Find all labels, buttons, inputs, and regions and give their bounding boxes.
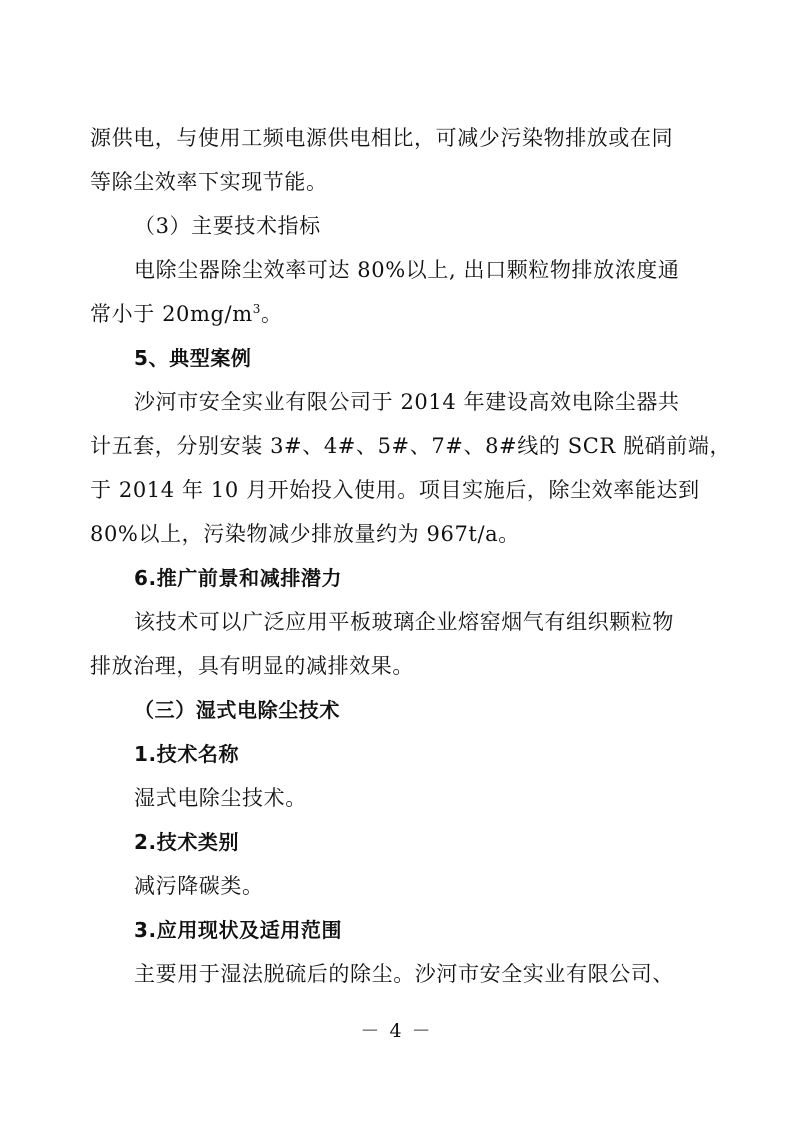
paragraph-text: 常小于 20mg/m: [90, 302, 253, 326]
paragraph-line: 等除尘效率下实现节能。: [90, 170, 328, 194]
paragraph-line: 于 2014 年 10 月开始投入使用。项目实施后，除尘效率能达到: [90, 478, 700, 502]
paragraph-line: 80%以上，污染物减少排放量约为 967t/a。: [90, 522, 520, 546]
paragraph-line: 湿式电除尘技术。: [134, 786, 307, 810]
page-number: － 4 －: [360, 1020, 433, 1042]
paragraph-line: 减污降碳类。: [134, 874, 264, 898]
section-heading: 3.应用现状及适用范围: [134, 918, 343, 942]
section-heading: 5、典型案例: [134, 346, 252, 370]
chapter-heading: （三）湿式电除尘技术: [134, 698, 340, 722]
section-heading: 1.技术名称: [134, 742, 240, 766]
paragraph-line: 该技术可以广泛应用平板玻璃企业熔窑烟气有组织颗粒物: [134, 610, 674, 634]
subsection-heading: （3）主要技术指标: [134, 214, 321, 238]
paragraph-line: [90, 300, 283, 328]
paragraph-line: 电除尘器除尘效率可达 80%以上, 出口颗粒物排放浓度通: [134, 258, 680, 282]
paragraph-text-end: 。: [261, 302, 283, 326]
paragraph-line: 沙河市安全实业有限公司于 2014 年建设高效电除尘器共: [134, 390, 680, 414]
section-heading: 2.技术类别: [134, 830, 240, 854]
paragraph-line: 排放治理，具有明显的减排效果。: [90, 654, 414, 678]
section-heading: 6.推广前景和减排潜力: [134, 566, 343, 590]
paragraph-line: 主要用于湿法脱硫后的除尘。沙河市安全实业有限公司、: [134, 962, 674, 986]
superscript: 3: [252, 302, 261, 316]
paragraph-line: 计五套，分别安装 3#、4#、5#、7#、8#线的 SCR 脱硝前端，: [90, 434, 732, 458]
paragraph-line: 源供电，与使用工频电源供电相比，可减少污染物排放或在同: [90, 126, 674, 150]
